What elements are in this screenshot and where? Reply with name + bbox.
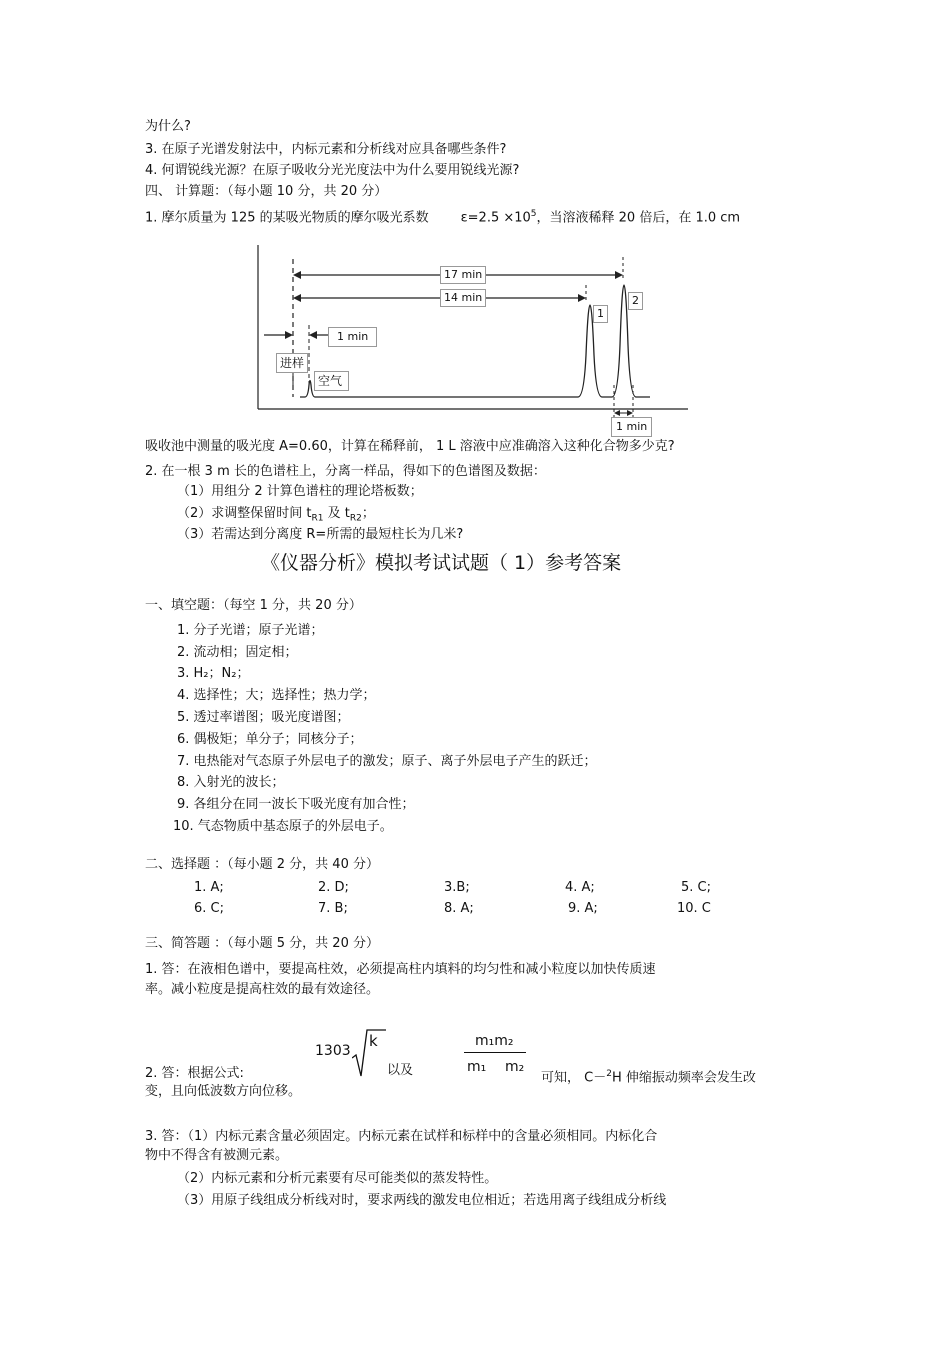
label-14-min: 14 min	[440, 289, 486, 307]
formula-numerator: m₁m₂	[475, 1033, 514, 1049]
short-answer-2-a: 2. 答：根据公式:	[145, 1066, 244, 1081]
fill-answer-8: 8. 入射光的波长；	[177, 775, 285, 790]
answers-title: 《仪器分析》模拟考试试题（ 1）参考答案	[261, 552, 622, 574]
label-1-min-bottom: 1 min	[611, 417, 652, 437]
calc-1-text-b: ，当溶液稀释 20 倍后，在 1.0 cm	[536, 210, 741, 226]
calc-1-line-a	[145, 206, 740, 226]
question-3: 3. 在原子光谱发射法中，内标元素和分析线对应具备哪些条件?	[145, 142, 507, 157]
peak-2-label: 2	[628, 292, 643, 310]
choice-answer: 1. A;	[194, 880, 224, 895]
fill-answer-3: 3. H₂；N₂；	[177, 666, 250, 681]
fraction-bar	[464, 1052, 526, 1053]
formula-k: k	[369, 1032, 378, 1050]
fill-answer-7: 7. 电热能对气态原子外层电子的激发；原子、离子外层电子产生的跃迁；	[177, 754, 597, 769]
short-answer-2-d: 变，且向低波数方向位移。	[145, 1084, 302, 1099]
choice-answer: 6. C;	[194, 901, 224, 916]
choice-answer: 7. B;	[318, 901, 348, 916]
choice-answer: 3.B;	[444, 880, 470, 895]
short-answer-2-text: 可知， C－	[541, 1070, 607, 1086]
fill-answer-6: 6. 偶极矩；单分子；同核分子；	[177, 732, 363, 747]
question-4: 4. 何谓锐线光源？在原子吸收分光光度法中为什么要用锐线光源?	[145, 163, 520, 178]
calc-1-epsilon: ε=2.5 ×10	[460, 210, 531, 226]
section-2-title: 二、选择题 ：（每小题 2 分，共 40 分）	[145, 857, 379, 872]
fill-answer-5: 5. 透过率谱图；吸光度谱图；	[177, 710, 350, 725]
calc-2-part-3: （3）若需达到分离度 R=所需的最短柱长为几米?	[177, 527, 464, 542]
fill-answer-4: 4. 选择性；大；选择性；热力学；	[177, 688, 376, 703]
short-answer-2-text-c: H 伸缩振动频率会发生改	[611, 1070, 756, 1086]
calc-2-and: 及 t	[323, 506, 350, 521]
short-answer-3-d: （3）用原子线组成分析线对时，要求两线的激发电位相近；若选用离子线组成分析线	[177, 1193, 667, 1208]
choice-answer: 4. A;	[565, 880, 595, 895]
calc-2-part-2-text: （2）求调整保留时间 t	[177, 506, 312, 521]
label-injection: 进样	[276, 353, 308, 373]
calc-2-r1: R1	[311, 513, 324, 524]
calc-2: 2. 在一根 3 m 长的色谱柱上，分离一样品，得如下的色谱图及数据：	[145, 464, 546, 479]
calc-1-line-c: 吸收池中测量的吸光度 A=0.60，计算在稀释前， 1 L 溶液中应准确溶入这种化合物多少克?	[145, 439, 675, 454]
fill-answer-9: 9. 各组分在同一波长下吸光度有加合性；	[177, 797, 415, 812]
calc-2-end: ；	[361, 506, 375, 521]
section-3-title: 三、简答题 ：（每小题 5 分，共 20 分）	[145, 936, 379, 951]
question-continuation: 为什么?	[145, 119, 191, 134]
section-4-title: 四、 计算题：（每小题 10 分，共 20 分）	[145, 184, 388, 199]
isotope-superscript: 2	[606, 1069, 612, 1079]
fill-answer-1: 1. 分子光谱；原子光谱；	[177, 623, 324, 638]
label-17-min: 17 min	[440, 266, 486, 284]
calc-2-part-1: （1）用组分 2 计算色谱柱的理论塔板数；	[177, 484, 423, 499]
short-answer-2-b	[541, 1066, 756, 1086]
short-answer-1-b: 率。减小粒度是提高柱效的最有效途径。	[145, 982, 380, 997]
formula-coefficient: 1303	[315, 1043, 351, 1059]
choice-answer: 2. D;	[318, 880, 349, 895]
short-answer-3-a: 3. 答：（1）内标元素含量必须固定。内标元素在试样和标样中的含量必须相同。内标化合	[145, 1129, 658, 1144]
formula-m1: m₁	[467, 1059, 487, 1075]
label-air: 空气	[314, 371, 349, 391]
short-answer-1-a: 1. 答：在液相色谱中，要提高柱效，必须提高柱内填料的均匀性和减小粒度以加快传质速	[145, 962, 656, 977]
label-1-min: 1 min	[328, 327, 377, 347]
formula-m2: m₂	[505, 1059, 525, 1075]
fill-answer-2: 2. 流动相；固定相；	[177, 645, 298, 660]
short-answer-2-yiji: 以及	[387, 1063, 414, 1078]
choice-answer: 5. C;	[681, 880, 711, 895]
calc-1-exponent: 5	[530, 209, 537, 219]
choice-answer: 8. A;	[444, 901, 474, 916]
choice-answer: 9. A;	[568, 901, 598, 916]
calc-2-part-2	[177, 506, 375, 527]
short-answer-3-b: 物中不得含有被测元素。	[145, 1148, 289, 1163]
short-answer-3-c: （2）内标元素和分析元素要有尽可能类似的蒸发特性。	[177, 1171, 498, 1186]
choice-answer: 10. C	[677, 901, 711, 916]
calc-1-text: 1. 摩尔质量为 125 的某吸光物质的摩尔吸光系数	[145, 210, 429, 226]
peak-1-label: 1	[593, 305, 608, 323]
fill-answer-10: 10. 气态物质中基态原子的外层电子。	[173, 819, 393, 834]
section-1-title: 一、填空题：（每空 1 分，共 20 分）	[145, 598, 362, 613]
calc-2-r2: R2	[349, 513, 362, 524]
